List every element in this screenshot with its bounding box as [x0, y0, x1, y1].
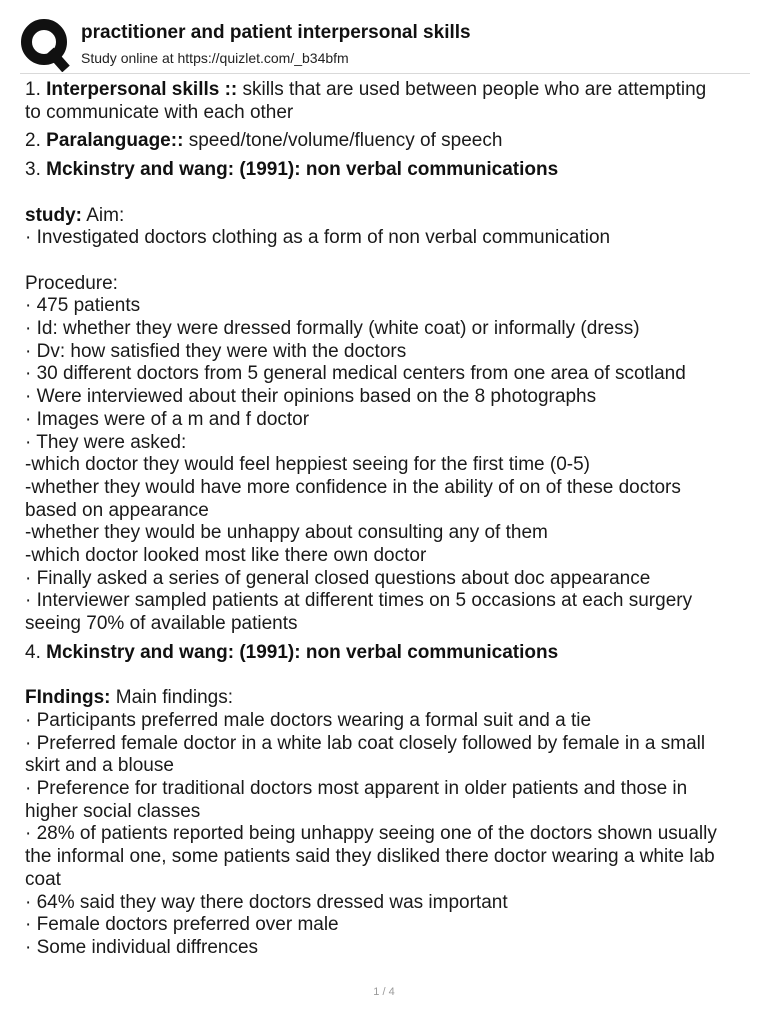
card-definition-line: coat	[25, 868, 61, 890]
document-title: practitioner and patient interpersonal skills	[81, 22, 471, 43]
card-definition-line: skills that are used between people who are attempting	[242, 79, 707, 100]
card-definition-line: · Preference for traditional doctors most apparent in older patients and those in	[25, 778, 688, 800]
card-definition-line: -whether they would be unhappy about consulting any of them	[25, 522, 548, 544]
card-definition-line: seeing 70% of available patients	[25, 613, 298, 635]
card-line	[25, 79, 753, 102]
card-definition-lines	[25, 710, 753, 960]
card-definition-line: · They were asked:	[25, 431, 187, 453]
card-definition-line: · Finally asked a series of general closed questions about doc appearance	[25, 567, 651, 589]
card-definition-line: · Participants preferred male doctors wearing a formal suit and a tie	[25, 709, 592, 731]
flashcard-1	[25, 79, 753, 124]
card-line	[25, 642, 753, 665]
card-line	[25, 130, 753, 153]
quizlet-q-logo-icon	[20, 18, 70, 72]
card-definition-line: · Interviewer sampled patients at different times on 5 occasions at each surgery	[25, 590, 693, 612]
card-definition-line: · Id: whether they were dressed formally (white coat) or informally (dress)	[25, 318, 640, 339]
card-line	[25, 687, 753, 710]
card-definition-line: speed/tone/volume/fluency of speech	[188, 130, 503, 152]
card-term: Paralanguage::	[46, 130, 184, 152]
card-definition-line: -whether they would have more confidence in the ability of on of these doctors	[25, 476, 681, 498]
document-header	[0, 0, 768, 74]
card-definition-line: · Were interviewed about their opinions based on the 8 photographs	[25, 386, 597, 408]
card-definition-line: · Dv: how satisfied they were with the doctors	[25, 340, 407, 362]
card-subterm: FIndings:	[25, 687, 111, 709]
card-definition-line: · 475 patients	[25, 295, 141, 317]
card-number: 4.	[25, 641, 41, 663]
flashcard-2	[25, 130, 753, 153]
card-subterm: study:	[25, 204, 82, 226]
card-number: 1.	[25, 79, 41, 100]
card-line	[25, 159, 753, 182]
flashcard-3	[25, 159, 753, 636]
card-term: Mckinstry and wang: (1991): non verbal communications	[46, 641, 559, 663]
card-definition-line: higher social classes	[25, 800, 201, 822]
card-number: 3.	[25, 159, 41, 181]
card-definition-line: · Preferred female doctor in a white lab coat closely followed by female in a small	[25, 732, 706, 754]
blank-line	[25, 182, 753, 205]
card-definition-line: the informal one, some patients said they disliked there doctor wearing a white lab	[25, 846, 715, 868]
card-definition-line: -which doctor they would feel heppiest seeing for the first time (0-5)	[25, 454, 590, 476]
card-definition-line: · Investigated doctors clothing as a form of non verbal communication	[25, 227, 611, 249]
card-term: Mckinstry and wang: (1991): non verbal communications	[46, 159, 559, 181]
card-line	[25, 205, 753, 228]
card-definition-line: · Images were of a m and f doctor	[25, 408, 310, 430]
flashcard-list	[25, 79, 753, 966]
card-term: Interpersonal skills ::	[46, 79, 238, 100]
page-indicator: 1 / 4	[373, 986, 395, 998]
card-definition-line: based on appearance	[25, 499, 209, 521]
card-definition-line: · 28% of patients reported being unhappy seeing one of the doctors shown usually	[25, 823, 717, 845]
card-definition-line: skirt and a blouse	[25, 755, 174, 777]
card-definition-line: Main findings:	[115, 687, 233, 709]
card-definition-line: Aim:	[86, 204, 125, 226]
card-definition-line: · Female doctors preferred over male	[25, 914, 339, 936]
blank-line	[25, 250, 753, 273]
card-definition-line: Procedure:	[25, 272, 118, 294]
card-definition-line: · 64% said they way there doctors dressed was important	[25, 891, 508, 913]
card-definition-lines	[25, 227, 753, 636]
document-subtitle: Study online at https://quizlet.com/_b34bfm	[81, 50, 349, 66]
card-definition-line: · 30 different doctors from 5 general medical centers from one area of scotland	[25, 363, 686, 385]
flashcard-4	[25, 642, 753, 960]
card-definition-line: to communicate with each other	[25, 101, 294, 123]
card-number: 2.	[25, 130, 41, 152]
blank-line	[25, 665, 753, 688]
card-definition-line: · Some individual diffrences	[25, 936, 259, 958]
header-divider	[20, 73, 750, 74]
card-definition-line: -which doctor looked most like there own doctor	[25, 545, 427, 567]
